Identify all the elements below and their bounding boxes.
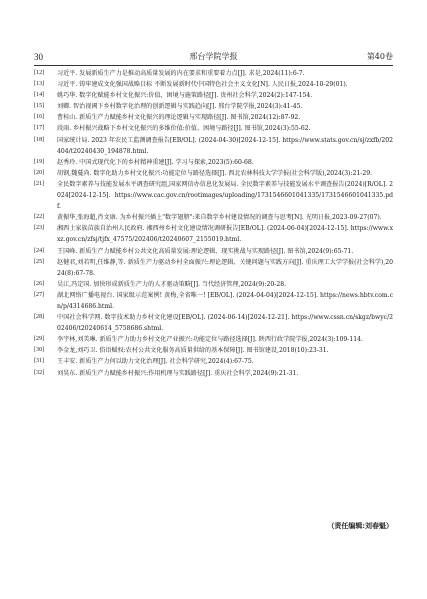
reference-number: [14] (34, 92, 45, 99)
reference-text: 李宇林,刘美琳. 新质生产力助力乡村文化产业振兴:功能定位与路径选择[J]. 陕西行政学院学报,2024(3):109-114. (57, 336, 363, 344)
reference-text: 段雨. 乡村振兴战略下乡村文化振兴的多维价值:价值、困境与路径[J]. 图书馆,2024(3):55-62. (57, 125, 311, 133)
reference-number: [32] (34, 369, 45, 376)
reference-item (34, 79, 393, 90)
reference-text: 吴江,冯定国. 加快形成新质生产力的人才驱动策略[J]. 当代经济管理,2024(9):20-28. (57, 280, 287, 288)
reference-item (34, 312, 393, 334)
reference-item (34, 368, 393, 379)
volume-label: 第40卷 (366, 52, 393, 61)
reference-number: [17] (34, 125, 45, 132)
reference-item (34, 290, 393, 312)
reference-number: [24] (34, 247, 45, 254)
reference-item (34, 123, 393, 134)
reference-number: [20] (34, 169, 45, 176)
reference-text: 中国社会科学网. 数字技术助力乡村文化建设[EB/OL]. (2024-06-14)[2024-12-21]. https://www.cssn.cn/skgz/bwyc/202406/t20240614_5758686.shtml. (57, 314, 393, 333)
reference-text: 国家统计局. 2023 年农民工监测调查报告[EB/OL]. (2024-04-30)[2024-12-15]. https://www.stats.gov.cn/sj/zxfb/202404/t20240430_194878.html. (57, 136, 393, 155)
reference-number: [27] (34, 291, 45, 298)
reference-number: [30] (34, 347, 45, 354)
reference-number: [18] (34, 136, 45, 143)
reference-number: [31] (34, 358, 45, 365)
reference-number: [29] (34, 336, 45, 343)
reference-item (34, 345, 393, 356)
reference-text: 李金龙,刘巧卫. 俗语赋权:农村公共文化服务高质量供给的基本保障[J]. 图书馆建设,2018(10):23-31. (57, 347, 329, 355)
reference-text: 曹桂山. 新质生产力赋能乡村文化振兴的理论逻辑与实现路径[J]. 图书馆,2024(12):87-92. (57, 114, 301, 122)
reference-number: [19] (34, 158, 45, 165)
reference-item (34, 356, 393, 367)
reference-text: 王丰安. 新质生产力何以助力文化治理[J]. 社会科学研究,2024(4):67-75. (57, 358, 254, 366)
reference-number: [22] (34, 214, 45, 221)
reference-item (34, 101, 393, 112)
reference-text: 王国峰. 新质生产力赋能乡村公共文化高质量发展:理论逻辑、现实挑战与实现路径[J]. 图书馆,2024(9):65-71. (57, 247, 354, 255)
reference-text: 赵秀玲. 中国式现代化下的乡村精神重建[J]. 学习与探索,2023(5):60-68. (57, 158, 254, 166)
reference-text: 姚巧华. 数字化赋能乡村文化振兴:价值、困境与施策路径[J]. 贵州社会科学,2024(2):147-154. (57, 92, 313, 100)
reference-text: 刘卿. 智治视阈下乡村数字化治理的创新逻辑与实践趋向[J]. 邢台学院学报,2024(3):41-45. (57, 103, 303, 111)
reference-text: 刘昊东. 新质生产力赋能乡村振兴:作用机理与实践路径[J]. 重庆社会科学,2024(9):21-31. (57, 369, 299, 377)
reference-item (34, 246, 393, 257)
reference-item (34, 90, 393, 101)
reference-item (34, 168, 393, 179)
reference-number: [12] (34, 70, 45, 76)
responsible-editor: （责任编辑:刘春魁） (327, 521, 393, 530)
reference-item (34, 223, 393, 245)
reference-text: 湘西土家族苗族自治州人民政府. 湘西州乡村文化建设情况调研报告[EB/OL]. (2024-06-04)[2024-12-15]. https://www.xxz.gov.cn/zfsj/tjfx_47575/202406/t20240607_2155019.html. (57, 225, 393, 244)
reference-text: 习近平. 发展新质生产力是推动高质量发展的内在要求和重要着力点[J]. 求是,2024(11):6-7. (57, 70, 305, 77)
reference-text: 湖北网络广播电视台. 国家级示范案例! 黄梅,全省唯一! [EB/OL]. (2024-04-04)[2024-12-15]. https://news.hbtv.com.cn/p/4314686.html. (57, 291, 393, 310)
reference-number: [23] (34, 225, 45, 232)
reference-item (34, 257, 393, 279)
reference-text: 赵健君,刘若明,任维静,等. 新质生产力驱动乡村全面振兴:理论逻辑、关键问题与实践方向[J]. 重庆理工大学学报(社会科学),2024(8):67-78. (57, 258, 393, 277)
reference-item (34, 279, 393, 290)
reference-list (34, 68, 393, 379)
reference-item (34, 334, 393, 345)
reference-text: 胡钢,魏蔓尚. 数字化助力乡村文化振兴:功能定位与路径选择[J]. 西北农林科技大学学报(社会科学版),2024(3):21-29. (57, 169, 373, 177)
reference-item (34, 212, 393, 223)
reference-number: [25] (34, 258, 45, 265)
page-number: 30 (34, 52, 43, 62)
reference-number: [26] (34, 280, 45, 287)
reference-number: [16] (34, 114, 45, 121)
reference-number: [15] (34, 103, 45, 110)
reference-item (34, 135, 393, 157)
reference-text: 黄振华,张海超,肖文康. 为乡村振兴插上"数字翅膀":来自数字乡村建设情况的调查与思考[N]. 光明日报,2023-09-27(07). (57, 214, 382, 222)
reference-number: [21] (34, 180, 45, 187)
reference-item (34, 179, 393, 212)
reference-number: [13] (34, 81, 45, 88)
reference-number: [28] (34, 314, 45, 321)
reference-item (34, 112, 393, 123)
reference-text: 习近平. 铸牢建成文化强国战略目标 不断发展新时代中国特色社会主义文化[N]. 人民日报,2024-10-29(01). (57, 81, 348, 89)
running-header (34, 50, 393, 64)
reference-item (34, 157, 393, 168)
journal-title: 邢台学院学报 (189, 52, 238, 61)
header-rule (34, 65, 393, 66)
reference-item (34, 68, 393, 79)
reference-text: 全民数字素养与技能发展水平调查研究组,国家网信办信息化发展局. 全民数字素养与技能发展水平调查报告(2024)[R/OL]. 2024[2024-12-15]. https://www.cac.gov.cn/rootimages/uploading/1731546601041335/1731546601041335.pdf. (57, 180, 393, 211)
